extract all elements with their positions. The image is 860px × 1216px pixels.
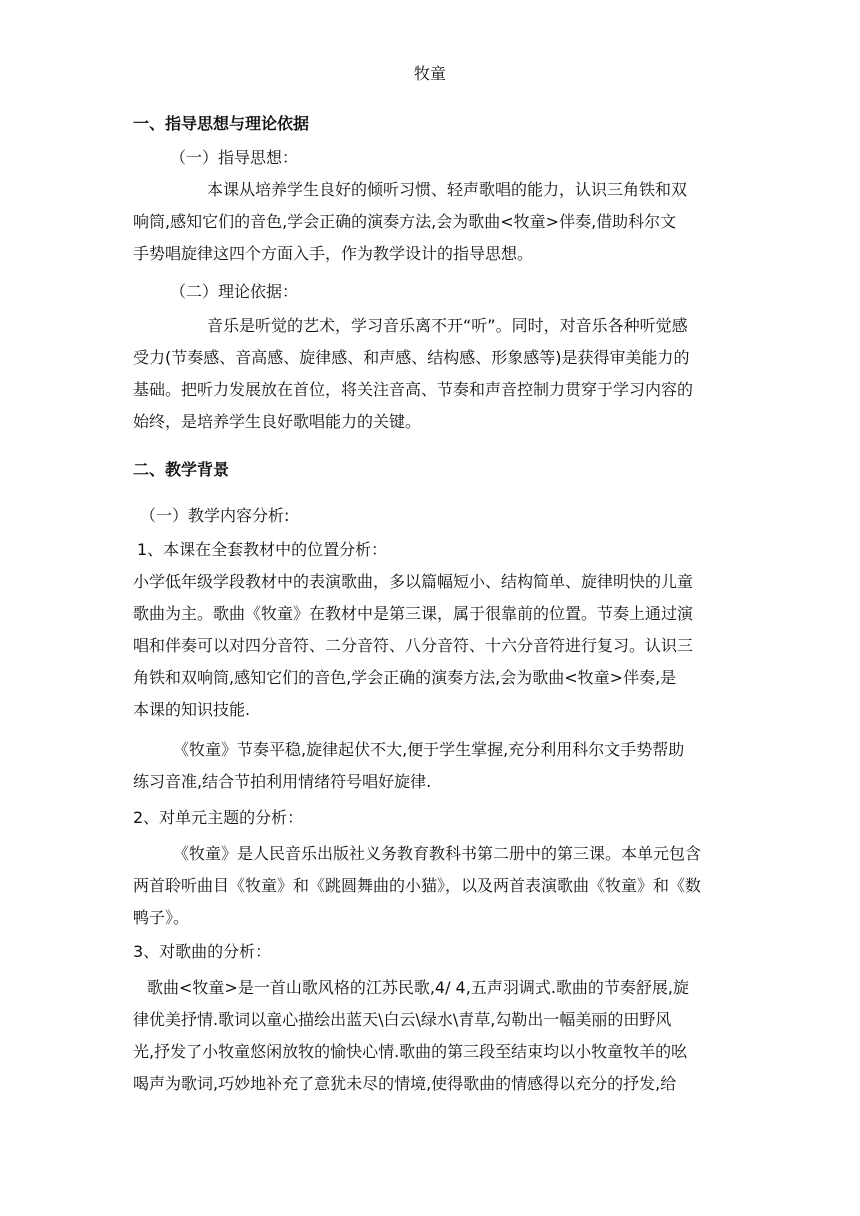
text-line: 始终，是培养学生良好歌唱能力的关键。 xyxy=(133,412,422,431)
section-heading-2: 二、教学背景 xyxy=(133,460,230,479)
paragraph-position-analysis xyxy=(133,566,733,726)
text-line: 《牧童》节奏平稳,旋律起伏不大,便于学生掌握,充分利用科尔文手势帮助 xyxy=(173,740,685,759)
item-position-analysis: 1、本课在全套教材中的位置分析： xyxy=(137,540,388,559)
text-line: 练习音准,结合节拍利用情绪符号唱好旋律. xyxy=(133,772,432,791)
paragraph-theory xyxy=(133,310,733,438)
text-line: 音乐是听觉的艺术，学习音乐离不开“听”。同时，对音乐各种听觉感 xyxy=(207,316,688,335)
paragraph-unit-theme xyxy=(133,838,733,934)
text-line: 歌曲<牧童>是一首山歌风格的江苏民歌,4/ 4,五声羽调式.歌曲的节奏舒展,旋 xyxy=(147,978,689,997)
item-unit-theme: 2、对单元主题的分析： xyxy=(133,808,304,827)
text-line: 律优美抒情.歌词以童心描绘出蓝天\白云\绿水\青草,勾勒出一幅美丽的田野风 xyxy=(133,1010,672,1029)
text-line: 角铁和双响筒,感知它们的音色,学会正确的演奏方法,会为歌曲<牧童>伴奏,是 xyxy=(133,668,677,687)
text-line: 小学低年级学段教材中的表演歌曲，多以篇幅短小、结构简单、旋律明快的儿童 xyxy=(133,572,694,591)
paragraph-song-analysis xyxy=(133,972,733,1100)
document-title: 牧童 xyxy=(413,64,446,83)
text-line: 歌曲为主。歌曲《牧童》在教材中是第三课，属于很靠前的位置。节奏上通过演 xyxy=(133,604,694,623)
text-line: 《牧童》是人民音乐出版社义务教育教科书第二册中的第三课。本单元包含 xyxy=(173,844,702,863)
text-line: 本课从培养学生良好的倾听习惯、轻声歌唱的能力，认识三角铁和双 xyxy=(207,180,688,199)
text-line: 喝声为歌词,巧妙地补充了意犹未尽的情境,使得歌曲的情感得以充分的抒发,给 xyxy=(133,1074,677,1093)
subheading-theory: （二）理论依据： xyxy=(170,282,299,301)
text-line: 两首聆听曲目《牧童》和《跳圆舞曲的小猫》，以及两首表演歌曲《牧童》和《数 xyxy=(133,876,702,895)
text-line: 响筒,感知它们的音色,学会正确的演奏方法,会为歌曲<牧童>伴奏,借助科尔文 xyxy=(133,212,677,231)
text-line: 光,抒发了小牧童悠闲放牧的愉快心情.歌曲的第三段至结束均以小牧童牧羊的吆 xyxy=(133,1042,688,1061)
item-song-analysis: 3、对歌曲的分析： xyxy=(133,942,272,961)
text-line: 受力(节奏感、音高感、旋律感、和声感、结构感、形象感等)是获得审美能力的 xyxy=(133,348,690,367)
text-line: 鸭子》。 xyxy=(133,908,190,927)
paragraph-rhythm xyxy=(133,734,733,798)
text-line: 基础。把听力发展放在首位，将关注音高、节奏和声音控制力贯穿于学习内容的 xyxy=(133,380,694,399)
subheading-guiding-thought: （一）指导思想： xyxy=(170,148,299,167)
paragraph-guiding-thought xyxy=(133,174,733,270)
text-line: 手势唱旋律这四个方面入手，作为教学设计的指导思想。 xyxy=(133,244,534,263)
section-heading-1: 一、指导思想与理论依据 xyxy=(133,114,310,133)
subheading-content-analysis: （一）教学内容分析: xyxy=(140,506,290,525)
text-line: 唱和伴奏可以对四分音符、二分音符、八分音符、十六分音符进行复习。认识三 xyxy=(133,636,694,655)
text-line: 本课的知识技能. xyxy=(133,700,251,719)
